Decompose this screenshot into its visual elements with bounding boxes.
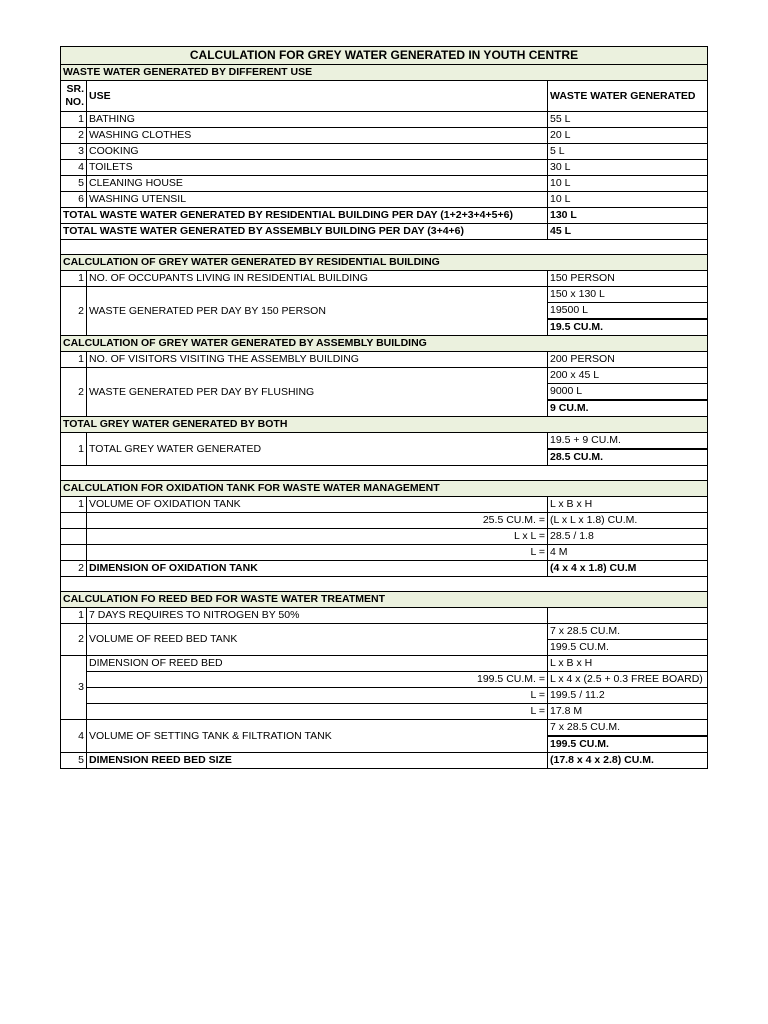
calc-result: 28.5 CU.M.: [548, 449, 708, 466]
row-number: 1: [61, 497, 87, 513]
use-value: 30 L: [548, 160, 708, 176]
equation-left: 199.5 CU.M. =: [87, 672, 548, 688]
equation-left: L =: [87, 545, 548, 561]
table-row: [61, 128, 708, 144]
equation-left: L x L =: [87, 529, 548, 545]
section-heading-waste-by-use: WASTE WATER GENERATED BY DIFFERENT USE: [61, 65, 708, 81]
calc-step: 150 x 130 L: [548, 287, 708, 303]
visitors-label: NO. OF VISITORS VISITING THE ASSEMBLY BUILDING: [87, 352, 548, 368]
calc-step: 19500 L: [548, 303, 708, 320]
row-number: 5: [61, 753, 87, 769]
oxidation-volume-label: VOLUME OF OXIDATION TANK: [87, 497, 548, 513]
calc-result: 199.5 CU.M.: [548, 736, 708, 753]
total-assembly-value: 45 L: [548, 224, 708, 240]
row-number: 2: [61, 287, 87, 336]
table-row: [61, 144, 708, 160]
flushing-label: WASTE GENERATED PER DAY BY FLUSHING: [87, 368, 548, 417]
equation-right: (L x L x 1.8) CU.M.: [548, 513, 708, 529]
visitors-value: 200 PERSON: [548, 352, 708, 368]
use-label: COOKING: [87, 144, 548, 160]
section-heading-reed-bed: CALCULATION FO REED BED FOR WASTE WATER TREATMENT: [61, 592, 708, 608]
calc-step: 9000 L: [548, 384, 708, 401]
row-number: 2: [61, 624, 87, 656]
use-label: WASHING CLOTHES: [87, 128, 548, 144]
oxidation-dimension-value: (4 x 4 x 1.8) CU.M: [548, 561, 708, 577]
total-residential-label: TOTAL WASTE WATER GENERATED BY RESIDENTIAL BUILDING PER DAY (1+2+3+4+5+6): [61, 208, 548, 224]
row-number: 1: [61, 112, 87, 128]
setting-tank-label: VOLUME OF SETTING TANK & FILTRATION TANK: [87, 720, 548, 753]
calc-step: 200 x 45 L: [548, 368, 708, 384]
reed-bed-dimension-value: L x B x H: [548, 656, 708, 672]
section-heading-total-both: TOTAL GREY WATER GENERATED BY BOTH: [61, 417, 708, 433]
reed-bed-dimension-label: DIMENSION OF REED BED: [87, 656, 548, 672]
occupants-label: NO. OF OCCUPANTS LIVING IN RESIDENTIAL BUILDING: [87, 271, 548, 287]
spacer-row: [61, 577, 708, 592]
equation-left: 25.5 CU.M. =: [87, 513, 548, 529]
waste-per-day-label: WASTE GENERATED PER DAY BY 150 PERSON: [87, 287, 548, 336]
use-value: 10 L: [548, 192, 708, 208]
grey-water-calculation-table: [60, 46, 708, 769]
oxidation-dimension-label: DIMENSION OF OXIDATION TANK: [87, 561, 548, 577]
occupants-value: 150 PERSON: [548, 271, 708, 287]
table-row: [61, 112, 708, 128]
column-header-sr-no: SR. NO.: [61, 81, 87, 112]
total-grey-water-label: TOTAL GREY WATER GENERATED: [87, 433, 548, 466]
row-number: 1: [61, 433, 87, 466]
table-row: [61, 160, 708, 176]
row-number: 5: [61, 176, 87, 192]
row-number: 3: [61, 144, 87, 160]
use-value: 5 L: [548, 144, 708, 160]
row-number: 2: [61, 128, 87, 144]
equation-left: L =: [87, 688, 548, 704]
row-number: 6: [61, 192, 87, 208]
calc-step: 19.5 + 9 CU.M.: [548, 433, 708, 450]
section-heading-residential: CALCULATION OF GREY WATER GENERATED BY RESIDENTIAL BUILDING: [61, 255, 708, 271]
row-number: 1: [61, 352, 87, 368]
use-label: CLEANING HOUSE: [87, 176, 548, 192]
use-label: TOILETS: [87, 160, 548, 176]
calc-step: 7 x 28.5 CU.M.: [548, 624, 708, 640]
calc-result: 9 CU.M.: [548, 400, 708, 417]
equation-right: 4 M: [548, 545, 708, 561]
nitrogen-label: 7 DAYS REQUIRES TO NITROGEN BY 50%: [87, 608, 548, 624]
row-number: 4: [61, 720, 87, 753]
table-row: [61, 176, 708, 192]
equation-right: 17.8 M: [548, 704, 708, 720]
calc-result: 199.5 CU.M.: [548, 640, 708, 656]
row-number: 3: [61, 656, 87, 720]
spacer-row: [61, 466, 708, 481]
table-row: [61, 192, 708, 208]
oxidation-volume-value: L x B x H: [548, 497, 708, 513]
equation-right: 28.5 / 1.8: [548, 529, 708, 545]
calc-result: 19.5 CU.M.: [548, 319, 708, 336]
row-number: 4: [61, 160, 87, 176]
use-label: WASHING UTENSIL: [87, 192, 548, 208]
use-value: 55 L: [548, 112, 708, 128]
spacer-row: [61, 240, 708, 255]
use-value: 10 L: [548, 176, 708, 192]
calc-step: 7 x 28.5 CU.M.: [548, 720, 708, 737]
section-heading-oxidation-tank: CALCULATION FOR OXIDATION TANK FOR WASTE WATER MANAGEMENT: [61, 481, 708, 497]
column-header-use: USE: [87, 81, 548, 112]
total-residential-value: 130 L: [548, 208, 708, 224]
column-header-waste-generated: WASTE WATER GENERATED: [548, 81, 708, 112]
sheet-title: CALCULATION FOR GREY WATER GENERATED IN YOUTH CENTRE: [61, 47, 708, 65]
section-heading-assembly: CALCULATION OF GREY WATER GENERATED BY ASSEMBLY BUILDING: [61, 336, 708, 352]
reed-bed-size-label: DIMENSION REED BED SIZE: [87, 753, 548, 769]
use-value: 20 L: [548, 128, 708, 144]
equation-right: L x 4 x (2.5 + 0.3 FREE BOARD): [548, 672, 708, 688]
reed-bed-size-value: (17.8 x 4 x 2.8) CU.M.: [548, 753, 708, 769]
row-number: 2: [61, 561, 87, 577]
row-number: 1: [61, 608, 87, 624]
equation-left: L =: [87, 704, 548, 720]
row-number: 2: [61, 368, 87, 417]
total-assembly-label: TOTAL WASTE WATER GENERATED BY ASSEMBLY BUILDING PER DAY (3+4+6): [61, 224, 548, 240]
equation-right: 199.5 / 11.2: [548, 688, 708, 704]
reed-bed-volume-label: VOLUME OF REED BED TANK: [87, 624, 548, 656]
row-number: 1: [61, 271, 87, 287]
use-label: BATHING: [87, 112, 548, 128]
